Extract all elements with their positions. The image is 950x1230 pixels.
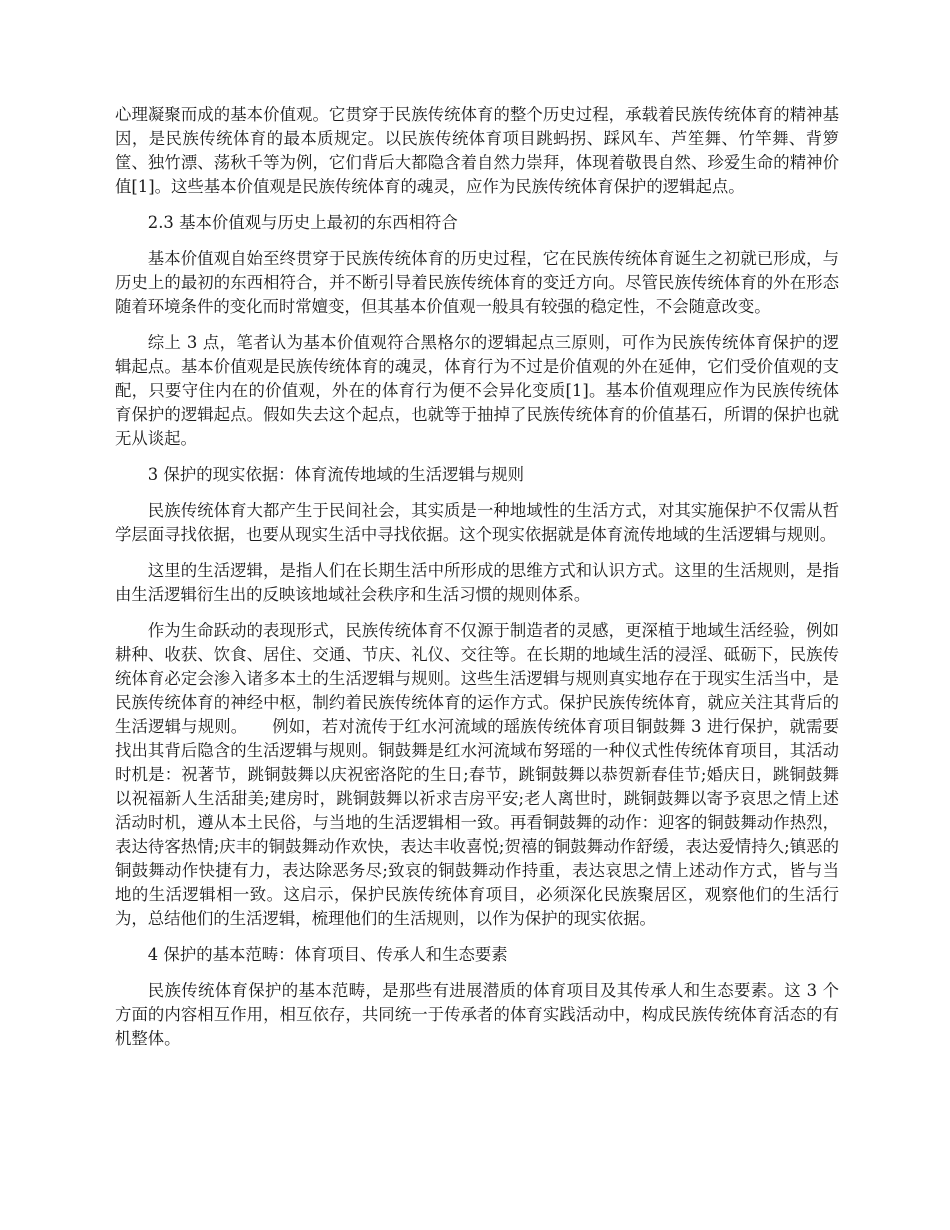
paragraph-bronze-drum-dance: 作为生命跃动的表现形式，民族传统体育不仅源于制造者的灵感，更深植于地域生活经验，例如耕种、收获、饮食、居住、交通、节庆、礼仪、交往等。在长期的地域生活的浸淫、砥砺下，民族传统体育必定会渗入诸多本土的生活逻辑与规则。这些生活逻辑与规则真实地存在于现实生活当中，是民族传统体育的神经中枢，制约着民族传统体育的运作方式。保护民族传统体育，就应关注其背后的生活逻辑与规则。 例如，若对流传于红水河流域的瑶族传统体育项目铜鼓舞 3 进行保护，就需要找出其背后隐含的生活逻辑与规则。铜鼓舞是红水河流域布努瑶的一种仪式性传统体育项目，其活动时机是：祝著节，跳铜鼓舞以庆祝密洛陀的生日;春节，跳铜鼓舞以恭贺新春佳节;婚庆日，跳铜鼓舞以祝福新人生活甜美;建房时，跳铜鼓舞以祈求吉房平安;老人离世时，跳铜鼓舞以寄予哀思之情上述活动时机，遵从本土民俗，与当地的生活逻辑相一致。再看铜鼓舞的动作：迎客的铜鼓舞动作热烈，表达待客热情;庆丰的铜鼓舞动作欢快，表达丰收喜悦;贺禧的铜鼓舞动作舒缓，表达爱情持久;镇恶的铜鼓舞动作快捷有力，表达除恶务尽;致哀的铜鼓舞动作持重，表达哀思之情上述动作方式，皆与当地的生活逻辑相一致。这启示，保护民族传统体育项目，必须深化民族聚居区，观察他们的生活行为，总结他们的生活逻辑，梳理他们的生活规则，以作为保护的现实依据。 — [115, 621, 839, 928]
section-heading-3: 3 保护的现实依据：体育流传地域的生活逻辑与规则 — [147, 465, 525, 484]
paragraph-intro-continuation: 心理凝聚而成的基本价值观。它贯穿于民族传统体育的整个历史过程，承载着民族传统体育的精神基因，是民族传统体育的最本质规定。以民族传统体育项目跳蚂拐、踩风车、芦笙舞、竹竿舞、背箩筐、独竹漂、荡秋千等为例，它们背后大都隐含着自然力崇拜，体现着敬畏自然、珍爱生命的精神价值[1]。这些基本价值观是民族传统体育的魂灵，应作为民族传统体育保护的逻辑起点。 — [115, 105, 839, 196]
paragraph-basic-values: 基本价值观自始至终贯穿于民族传统体育的历史过程，它在民族传统体育诞生之初就已形成，与历史上的最初的东西相符合，并不断引导着民族传统体育的变迁方向。尽管民族传统体育的外在形态随着环境条件的变化而时常嬗变，但其基本价值观一般具有较强的稳定性，不会随意改变。 — [115, 249, 839, 316]
paragraph-life-logic-definition: 这里的生活逻辑，是指人们在长期生活中所形成的思维方式和认识方式。这里的生活规则，是指由生活逻辑衍生出的反映该地域社会秩序和生活习惯的规则体系。 — [115, 561, 839, 604]
paragraph-folk-society: 民族传统体育大都产生于民间社会，其实质是一种地域性的生活方式，对其实施保护不仅需从哲学层面寻找依据，也要从现实生活中寻找依据。这个现实依据就是体育流传地域的生活逻辑与规则。 — [115, 501, 839, 544]
paragraph-basic-scope: 民族传统体育保护的基本范畴，是那些有进展潜质的体育项目及其传承人和生态要素。这 3 个方面的内容相互作用，相互依存，共同统一于传承者的体育实践活动中，构成民族传统体育活态的有机整体。 — [115, 981, 839, 1048]
document-page — [115, 103, 839, 1063]
section-heading-2-3: 2.3 基本价值观与历史上最初的东西相符合 — [147, 213, 458, 232]
section-heading-4: 4 保护的基本范畴：体育项目、传承人和生态要素 — [147, 945, 508, 964]
paragraph-summary: 综上 3 点，笔者认为基本价值观符合黑格尔的逻辑起点三原则，可作为民族传统体育保护的逻辑起点。基本价值观是民族传统体育的魂灵，体育行为不过是价值观的外在延伸，它们受价值观的支配，只要守住内在的价值观，外在的体育行为便不会异化变质[1]。基本价值观理应作为民族传统体育保护的逻辑起点。假如失去这个起点，也就等于抽掉了民族传统体育的价值基石，所谓的保护也就无从谈起。 — [115, 333, 839, 448]
